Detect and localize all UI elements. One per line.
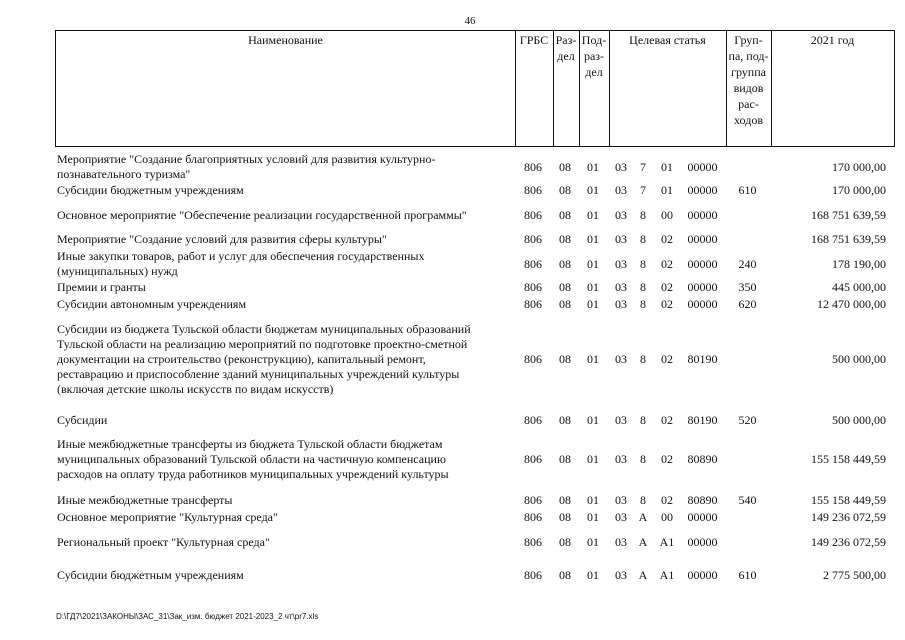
expense-type-code: 540 xyxy=(738,493,757,507)
header-expense-group: Груп- па, под- группа видов рас- ходов xyxy=(728,33,769,127)
target-direction-code: 00000 xyxy=(687,568,718,582)
section-code: 08 xyxy=(559,183,571,197)
row-name: Субсидии xyxy=(57,413,108,427)
row-name: Иные межбюджетные трансферты xyxy=(57,493,233,507)
amount-2021: 170 000,00 xyxy=(832,183,886,197)
subsection-code: 01 xyxy=(587,160,599,174)
subsection-code: 01 xyxy=(587,493,599,507)
section-code: 08 xyxy=(559,568,571,582)
row-name: Мероприятие "Создание условий для развития сферы культуры" xyxy=(57,232,387,246)
target-event-code: 01 xyxy=(661,183,673,197)
target-direction-code: 00000 xyxy=(687,160,718,174)
target-direction-code: 80190 xyxy=(687,413,718,427)
target-program-code: 03 xyxy=(615,535,627,549)
grbs-code: 806 xyxy=(524,160,542,174)
amount-2021: 445 000,00 xyxy=(832,280,886,294)
table-row xyxy=(55,208,895,223)
table-row xyxy=(55,413,895,428)
target-program-code: 03 xyxy=(615,352,627,366)
amount-2021: 12 470 000,00 xyxy=(817,297,886,311)
amount-2021: 178 190,00 xyxy=(832,257,886,271)
target-subprogram-code: 8 xyxy=(640,297,646,311)
expense-type-code: 350 xyxy=(738,280,757,294)
header-grbs: ГРБС xyxy=(519,33,549,47)
grbs-code: 806 xyxy=(524,280,542,294)
target-subprogram-code: 8 xyxy=(640,208,646,222)
section-code: 08 xyxy=(559,280,571,294)
target-subprogram-code: 8 xyxy=(640,452,646,466)
expense-type-code: 240 xyxy=(738,257,757,271)
table-row xyxy=(55,152,895,182)
target-event-code: 02 xyxy=(661,280,673,294)
target-program-code: 03 xyxy=(615,568,627,582)
expense-type-code: 620 xyxy=(738,297,757,311)
target-program-code: 03 xyxy=(615,493,627,507)
target-program-code: 03 xyxy=(615,160,627,174)
amount-2021: 149 236 072,59 xyxy=(811,510,886,524)
section-code: 08 xyxy=(559,160,571,174)
target-subprogram-code: 7 xyxy=(640,160,646,174)
amount-2021: 149 236 072,59 xyxy=(811,535,886,549)
expense-type-code: 610 xyxy=(738,568,757,582)
target-direction-code: 00000 xyxy=(687,510,718,524)
target-direction-code: 00000 xyxy=(687,280,718,294)
file-path-footer: D:\ГД7\2021\ЗАКОНЫ\ЗАС_31\Зак_изм. бюджет 2021-2023_2 чт\pr7.xls xyxy=(56,612,319,621)
section-code: 08 xyxy=(559,535,571,549)
amount-2021: 170 000,00 xyxy=(832,160,886,174)
section-code: 08 xyxy=(559,493,571,507)
target-subprogram-code: 8 xyxy=(640,257,646,271)
row-name: Основное мероприятие "Обеспечение реализации государственной программы" xyxy=(57,208,467,222)
subsection-code: 01 xyxy=(587,352,599,366)
target-direction-code: 80890 xyxy=(687,452,718,466)
row-name: Иные закупки товаров, работ и услуг для обеспечения государственных (муниципальных) нужд xyxy=(57,249,425,278)
target-program-code: 03 xyxy=(615,452,627,466)
target-event-code: 01 xyxy=(661,160,673,174)
grbs-code: 806 xyxy=(524,452,542,466)
target-program-code: 03 xyxy=(615,257,627,271)
grbs-code: 806 xyxy=(524,535,542,549)
amount-2021: 500 000,00 xyxy=(832,413,886,427)
section-code: 08 xyxy=(559,257,571,271)
target-event-code: А1 xyxy=(659,535,675,549)
target-event-code: 02 xyxy=(661,297,673,311)
subsection-code: 01 xyxy=(587,257,599,271)
header-name: Наименование xyxy=(248,33,323,47)
amount-2021: 168 751 639,59 xyxy=(811,232,886,246)
table-row xyxy=(55,322,895,397)
target-direction-code: 00000 xyxy=(687,208,718,222)
grbs-code: 806 xyxy=(524,413,542,427)
section-code: 08 xyxy=(559,413,571,427)
target-subprogram-code: 8 xyxy=(640,413,646,427)
section-code: 08 xyxy=(559,208,571,222)
target-subprogram-code: 7 xyxy=(640,183,646,197)
expense-type-code: 610 xyxy=(738,183,757,197)
table-row xyxy=(55,232,895,247)
table-row xyxy=(55,510,895,525)
target-subprogram-code: А xyxy=(638,535,648,549)
target-subprogram-code: 8 xyxy=(640,232,646,246)
row-name: Иные межбюджетные трансферты из бюджета Тульской области бюджетам муниципальных образований Тульской области на частичную компенсацию расходов на оплату труда работников муниципальных учреждений культуры xyxy=(57,437,449,481)
table-row xyxy=(55,568,895,583)
subsection-code: 01 xyxy=(587,568,599,582)
grbs-code: 806 xyxy=(524,510,542,524)
subsection-code: 01 xyxy=(587,280,599,294)
row-name: Субсидии бюджетным учреждениям xyxy=(57,183,244,197)
target-program-code: 03 xyxy=(615,510,627,524)
row-name: Премии и гранты xyxy=(57,280,146,294)
table-row xyxy=(55,249,895,279)
table-row xyxy=(55,493,895,508)
subsection-code: 01 xyxy=(587,208,599,222)
subsection-code: 01 xyxy=(587,510,599,524)
subsection-code: 01 xyxy=(587,232,599,246)
target-program-code: 03 xyxy=(615,183,627,197)
header-razdel: Раз- дел xyxy=(555,33,577,63)
section-code: 08 xyxy=(559,452,571,466)
subsection-code: 01 xyxy=(587,535,599,549)
target-direction-code: 00000 xyxy=(687,232,718,246)
header-podrazdel: Под- раз- дел xyxy=(581,33,607,79)
grbs-code: 806 xyxy=(524,352,542,366)
row-name: Субсидии бюджетным учреждениям xyxy=(57,568,244,582)
grbs-code: 806 xyxy=(524,208,542,222)
target-event-code: 02 xyxy=(661,452,673,466)
target-subprogram-code: 8 xyxy=(640,352,646,366)
target-program-code: 03 xyxy=(615,413,627,427)
grbs-code: 806 xyxy=(524,568,542,582)
row-name: Субсидии автономным учреждениям xyxy=(57,297,247,311)
header-target-article: Целевая статья xyxy=(629,33,706,47)
subsection-code: 01 xyxy=(587,452,599,466)
target-subprogram-code: 8 xyxy=(640,493,646,507)
grbs-code: 806 xyxy=(524,183,542,197)
target-direction-code: 00000 xyxy=(687,183,718,197)
amount-2021: 2 775 500,00 xyxy=(823,568,886,582)
target-subprogram-code: А xyxy=(638,510,648,524)
target-subprogram-code: А xyxy=(638,568,648,582)
amount-2021: 155 158 449,59 xyxy=(811,493,886,507)
amount-2021: 168 751 639,59 xyxy=(811,208,886,222)
row-name: Мероприятие "Создание благоприятных условий для развития культурно- познавательного туризма" xyxy=(57,152,436,181)
target-direction-code: 00000 xyxy=(687,535,718,549)
row-name: Субсидии из бюджета Тульской области бюджетам муниципальных образований Тульской области на реализацию мероприятий по подготовке проектно-сметной документации на строительство (реконструкцию), капитальный ремонт, реставрацию и приспособление зданий муниципальных учреждений культуры (включая детские школы искусств по видам искусств) xyxy=(57,322,471,396)
page-number: 46 xyxy=(464,15,476,27)
target-event-code: 02 xyxy=(661,257,673,271)
grbs-code: 806 xyxy=(524,232,542,246)
table-row xyxy=(55,297,895,312)
target-event-code: 02 xyxy=(661,352,673,366)
target-subprogram-code: 8 xyxy=(640,280,646,294)
subsection-code: 01 xyxy=(587,413,599,427)
section-code: 08 xyxy=(559,297,571,311)
target-program-code: 03 xyxy=(615,208,627,222)
target-event-code: 02 xyxy=(661,232,673,246)
target-event-code: А1 xyxy=(659,568,675,582)
table-row xyxy=(55,183,895,198)
section-code: 08 xyxy=(559,232,571,246)
target-direction-code: 00000 xyxy=(687,257,718,271)
row-name: Основное мероприятие "Культурная среда" xyxy=(57,510,278,524)
target-direction-code: 80890 xyxy=(687,493,718,507)
row-name: Региональный проект "Культурная среда" xyxy=(57,535,270,549)
target-program-code: 03 xyxy=(615,280,627,294)
header-year: 2021 год xyxy=(810,33,855,47)
subsection-code: 01 xyxy=(587,183,599,197)
table-row xyxy=(55,437,895,482)
table-header xyxy=(55,30,895,147)
target-program-code: 03 xyxy=(615,297,627,311)
target-event-code: 00 xyxy=(661,208,673,222)
target-event-code: 02 xyxy=(661,493,673,507)
target-direction-code: 00000 xyxy=(687,297,718,311)
grbs-code: 806 xyxy=(524,257,542,271)
expense-type-code: 520 xyxy=(738,413,757,427)
amount-2021: 155 158 449,59 xyxy=(811,452,886,466)
target-event-code: 02 xyxy=(661,413,673,427)
target-direction-code: 80190 xyxy=(687,352,718,366)
amount-2021: 500 000,00 xyxy=(832,352,886,366)
subsection-code: 01 xyxy=(587,297,599,311)
section-code: 08 xyxy=(559,510,571,524)
target-event-code: 00 xyxy=(661,510,673,524)
table-row xyxy=(55,280,895,295)
section-code: 08 xyxy=(559,352,571,366)
grbs-code: 806 xyxy=(524,297,542,311)
grbs-code: 806 xyxy=(524,493,542,507)
target-program-code: 03 xyxy=(615,232,627,246)
table-row xyxy=(55,535,895,550)
